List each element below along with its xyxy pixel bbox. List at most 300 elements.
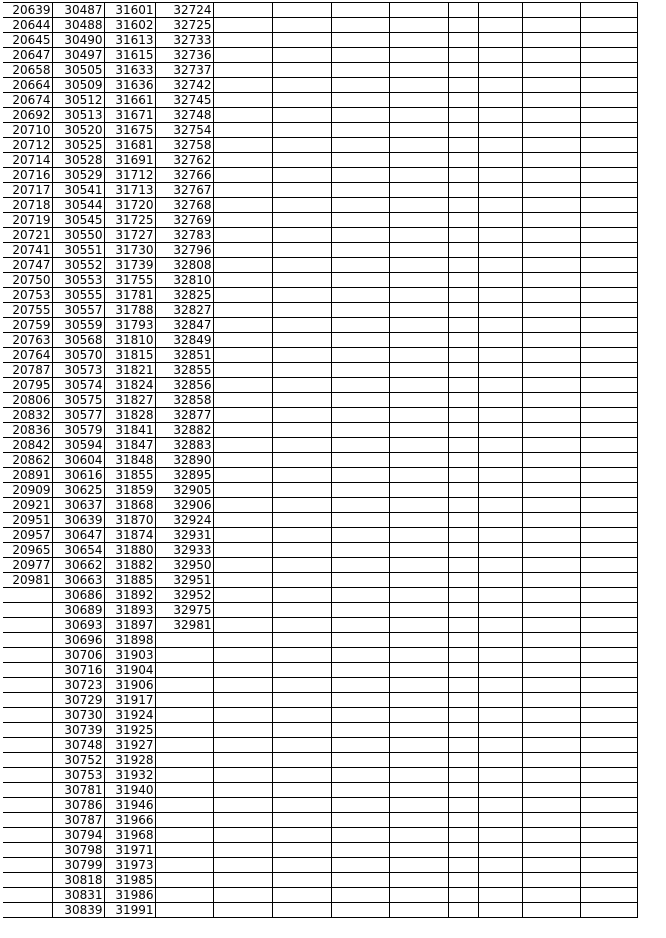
cell-col-a[interactable] [3,888,52,903]
empty-cell[interactable] [448,903,478,918]
empty-cell[interactable] [331,408,389,423]
empty-cell[interactable] [213,348,272,363]
cell-col-b[interactable]: 30505 [52,63,104,78]
cell-col-b[interactable]: 30639 [52,513,104,528]
empty-cell[interactable] [522,513,580,528]
empty-cell[interactable] [522,528,580,543]
empty-cell[interactable] [580,843,637,858]
empty-cell[interactable] [331,738,389,753]
empty-cell[interactable] [478,603,522,618]
cell-col-d[interactable]: 32931 [155,528,213,543]
empty-cell[interactable] [522,393,580,408]
empty-cell[interactable] [478,873,522,888]
empty-cell[interactable] [580,648,637,663]
empty-cell[interactable] [580,303,637,318]
cell-col-c[interactable]: 31874 [104,528,155,543]
cell-col-c[interactable]: 31815 [104,348,155,363]
cell-col-a[interactable]: 20755 [3,303,52,318]
empty-cell[interactable] [448,828,478,843]
empty-cell[interactable] [331,858,389,873]
empty-cell[interactable] [522,783,580,798]
empty-cell[interactable] [478,333,522,348]
empty-cell[interactable] [478,168,522,183]
empty-cell[interactable] [331,558,389,573]
empty-cell[interactable] [213,183,272,198]
empty-cell[interactable] [448,183,478,198]
empty-cell[interactable] [272,528,331,543]
empty-cell[interactable] [522,468,580,483]
empty-cell[interactable] [331,153,389,168]
empty-cell[interactable] [213,558,272,573]
empty-cell[interactable] [522,648,580,663]
empty-cell[interactable] [331,168,389,183]
empty-cell[interactable] [389,888,448,903]
empty-cell[interactable] [331,543,389,558]
cell-col-c[interactable]: 31788 [104,303,155,318]
cell-col-a[interactable]: 20718 [3,198,52,213]
cell-col-c[interactable]: 31991 [104,903,155,918]
cell-col-d[interactable]: 32769 [155,213,213,228]
empty-cell[interactable] [448,408,478,423]
empty-cell[interactable] [389,138,448,153]
cell-col-c[interactable]: 31810 [104,333,155,348]
empty-cell[interactable] [389,543,448,558]
empty-cell[interactable] [448,78,478,93]
empty-cell[interactable] [389,798,448,813]
empty-cell[interactable] [213,423,272,438]
cell-col-b[interactable]: 30512 [52,93,104,108]
cell-col-b[interactable]: 30544 [52,198,104,213]
cell-col-b[interactable]: 30625 [52,483,104,498]
empty-cell[interactable] [389,243,448,258]
cell-col-a[interactable]: 20717 [3,183,52,198]
empty-cell[interactable] [478,423,522,438]
cell-col-c[interactable]: 31897 [104,618,155,633]
empty-cell[interactable] [272,93,331,108]
cell-col-d[interactable]: 32906 [155,498,213,513]
empty-cell[interactable] [213,243,272,258]
cell-col-c[interactable]: 31986 [104,888,155,903]
empty-cell[interactable] [448,363,478,378]
empty-cell[interactable] [331,363,389,378]
cell-col-a[interactable]: 20891 [3,468,52,483]
empty-cell[interactable] [213,78,272,93]
empty-cell[interactable] [331,78,389,93]
empty-cell[interactable] [448,273,478,288]
empty-cell[interactable] [272,873,331,888]
cell-col-c[interactable]: 31727 [104,228,155,243]
empty-cell[interactable] [213,663,272,678]
empty-cell[interactable] [331,603,389,618]
empty-cell[interactable] [580,483,637,498]
empty-cell[interactable] [522,123,580,138]
empty-cell[interactable] [213,813,272,828]
empty-cell[interactable] [448,288,478,303]
cell-col-b[interactable]: 30541 [52,183,104,198]
empty-cell[interactable] [448,768,478,783]
cell-col-b[interactable]: 30520 [52,123,104,138]
empty-cell[interactable] [478,228,522,243]
empty-cell[interactable] [331,753,389,768]
empty-cell[interactable] [580,3,637,18]
cell-col-a[interactable]: 20759 [3,318,52,333]
empty-cell[interactable] [448,648,478,663]
empty-cell[interactable] [522,873,580,888]
empty-cell[interactable] [272,183,331,198]
empty-cell[interactable] [522,858,580,873]
empty-cell[interactable] [522,843,580,858]
empty-cell[interactable] [272,18,331,33]
empty-cell[interactable] [580,528,637,543]
empty-cell[interactable] [580,378,637,393]
empty-cell[interactable] [522,768,580,783]
empty-cell[interactable] [213,873,272,888]
cell-col-c[interactable]: 31973 [104,858,155,873]
empty-cell[interactable] [213,843,272,858]
empty-cell[interactable] [478,573,522,588]
cell-col-a[interactable] [3,828,52,843]
empty-cell[interactable] [331,828,389,843]
empty-cell[interactable] [389,843,448,858]
empty-cell[interactable] [272,303,331,318]
cell-col-b[interactable]: 30487 [52,3,104,18]
empty-cell[interactable] [213,93,272,108]
empty-cell[interactable] [522,18,580,33]
empty-cell[interactable] [331,468,389,483]
cell-col-b[interactable]: 30748 [52,738,104,753]
cell-col-a[interactable] [3,873,52,888]
empty-cell[interactable] [389,723,448,738]
empty-cell[interactable] [213,588,272,603]
empty-cell[interactable] [478,468,522,483]
cell-col-c[interactable]: 31966 [104,813,155,828]
cell-col-d[interactable] [155,678,213,693]
empty-cell[interactable] [522,678,580,693]
cell-col-c[interactable]: 31615 [104,48,155,63]
empty-cell[interactable] [272,588,331,603]
cell-col-b[interactable]: 30579 [52,423,104,438]
cell-col-c[interactable]: 31870 [104,513,155,528]
empty-cell[interactable] [522,798,580,813]
empty-cell[interactable] [522,693,580,708]
empty-cell[interactable] [448,753,478,768]
empty-cell[interactable] [389,903,448,918]
empty-cell[interactable] [448,513,478,528]
cell-col-d[interactable] [155,888,213,903]
empty-cell[interactable] [522,903,580,918]
cell-col-d[interactable]: 32796 [155,243,213,258]
empty-cell[interactable] [448,438,478,453]
empty-cell[interactable] [522,108,580,123]
empty-cell[interactable] [522,618,580,633]
empty-cell[interactable] [331,258,389,273]
cell-col-d[interactable] [155,648,213,663]
empty-cell[interactable] [331,453,389,468]
empty-cell[interactable] [478,438,522,453]
cell-col-a[interactable]: 20965 [3,543,52,558]
empty-cell[interactable] [522,213,580,228]
cell-col-c[interactable]: 31882 [104,558,155,573]
cell-col-d[interactable]: 32924 [155,513,213,528]
empty-cell[interactable] [272,678,331,693]
empty-cell[interactable] [522,453,580,468]
cell-col-c[interactable]: 31675 [104,123,155,138]
empty-cell[interactable] [389,783,448,798]
cell-col-c[interactable]: 31739 [104,258,155,273]
empty-cell[interactable] [448,558,478,573]
empty-cell[interactable] [478,768,522,783]
empty-cell[interactable] [522,333,580,348]
empty-cell[interactable] [580,78,637,93]
cell-col-d[interactable]: 32825 [155,288,213,303]
empty-cell[interactable] [213,888,272,903]
empty-cell[interactable] [580,468,637,483]
empty-cell[interactable] [448,468,478,483]
cell-col-c[interactable]: 31906 [104,678,155,693]
empty-cell[interactable] [580,828,637,843]
cell-col-d[interactable]: 32758 [155,138,213,153]
empty-cell[interactable] [580,663,637,678]
empty-cell[interactable] [331,198,389,213]
cell-col-a[interactable]: 20977 [3,558,52,573]
empty-cell[interactable] [389,573,448,588]
cell-col-a[interactable]: 20644 [3,18,52,33]
empty-cell[interactable] [331,768,389,783]
cell-col-d[interactable] [155,768,213,783]
empty-cell[interactable] [580,723,637,738]
cell-col-a[interactable]: 20658 [3,63,52,78]
empty-cell[interactable] [272,273,331,288]
empty-cell[interactable] [331,723,389,738]
cell-col-b[interactable]: 30574 [52,378,104,393]
empty-cell[interactable] [580,18,637,33]
empty-cell[interactable] [448,588,478,603]
empty-cell[interactable] [448,93,478,108]
cell-col-d[interactable] [155,843,213,858]
empty-cell[interactable] [213,483,272,498]
cell-col-c[interactable]: 31781 [104,288,155,303]
cell-col-c[interactable]: 31892 [104,588,155,603]
cell-col-b[interactable]: 30552 [52,258,104,273]
cell-col-c[interactable]: 31917 [104,693,155,708]
empty-cell[interactable] [478,78,522,93]
empty-cell[interactable] [389,648,448,663]
cell-col-c[interactable]: 31712 [104,168,155,183]
empty-cell[interactable] [522,813,580,828]
empty-cell[interactable] [389,633,448,648]
cell-col-b[interactable]: 30490 [52,33,104,48]
empty-cell[interactable] [272,768,331,783]
cell-col-d[interactable]: 32742 [155,78,213,93]
empty-cell[interactable] [389,468,448,483]
cell-col-d[interactable]: 32849 [155,333,213,348]
empty-cell[interactable] [272,618,331,633]
empty-cell[interactable] [272,858,331,873]
cell-col-c[interactable]: 31904 [104,663,155,678]
empty-cell[interactable] [580,93,637,108]
empty-cell[interactable] [448,213,478,228]
cell-col-a[interactable]: 20951 [3,513,52,528]
empty-cell[interactable] [331,873,389,888]
cell-col-b[interactable]: 30787 [52,813,104,828]
cell-col-d[interactable]: 32847 [155,318,213,333]
empty-cell[interactable] [448,63,478,78]
empty-cell[interactable] [272,633,331,648]
empty-cell[interactable] [331,3,389,18]
empty-cell[interactable] [522,558,580,573]
empty-cell[interactable] [580,453,637,468]
cell-col-b[interactable]: 30799 [52,858,104,873]
empty-cell[interactable] [389,588,448,603]
cell-col-a[interactable] [3,633,52,648]
cell-col-a[interactable]: 20712 [3,138,52,153]
empty-cell[interactable] [331,228,389,243]
empty-cell[interactable] [213,858,272,873]
cell-col-c[interactable]: 31925 [104,723,155,738]
empty-cell[interactable] [272,693,331,708]
cell-col-a[interactable] [3,693,52,708]
empty-cell[interactable] [331,633,389,648]
empty-cell[interactable] [389,693,448,708]
empty-cell[interactable] [389,378,448,393]
empty-cell[interactable] [580,333,637,348]
empty-cell[interactable] [580,48,637,63]
empty-cell[interactable] [213,228,272,243]
empty-cell[interactable] [272,438,331,453]
cell-col-b[interactable]: 30577 [52,408,104,423]
empty-cell[interactable] [478,618,522,633]
cell-col-d[interactable]: 32851 [155,348,213,363]
cell-col-a[interactable]: 20836 [3,423,52,438]
empty-cell[interactable] [478,183,522,198]
cell-col-a[interactable]: 20719 [3,213,52,228]
empty-cell[interactable] [331,333,389,348]
empty-cell[interactable] [389,3,448,18]
cell-col-b[interactable]: 30654 [52,543,104,558]
cell-col-b[interactable]: 30497 [52,48,104,63]
empty-cell[interactable] [522,258,580,273]
empty-cell[interactable] [580,573,637,588]
empty-cell[interactable] [580,813,637,828]
cell-col-c[interactable]: 31968 [104,828,155,843]
cell-col-a[interactable]: 20750 [3,273,52,288]
empty-cell[interactable] [389,603,448,618]
empty-cell[interactable] [448,168,478,183]
empty-cell[interactable] [272,213,331,228]
cell-col-a[interactable]: 20764 [3,348,52,363]
empty-cell[interactable] [213,288,272,303]
empty-cell[interactable] [213,153,272,168]
empty-cell[interactable] [580,363,637,378]
empty-cell[interactable] [272,393,331,408]
cell-col-b[interactable]: 30647 [52,528,104,543]
cell-col-d[interactable]: 32768 [155,198,213,213]
empty-cell[interactable] [272,423,331,438]
empty-cell[interactable] [389,813,448,828]
empty-cell[interactable] [522,378,580,393]
empty-cell[interactable] [448,18,478,33]
empty-cell[interactable] [522,408,580,423]
empty-cell[interactable] [522,153,580,168]
empty-cell[interactable] [522,663,580,678]
empty-cell[interactable] [213,573,272,588]
empty-cell[interactable] [580,408,637,423]
empty-cell[interactable] [272,558,331,573]
empty-cell[interactable] [478,453,522,468]
empty-cell[interactable] [213,168,272,183]
cell-col-d[interactable]: 32733 [155,33,213,48]
empty-cell[interactable] [522,483,580,498]
cell-col-a[interactable] [3,768,52,783]
cell-col-c[interactable]: 31855 [104,468,155,483]
empty-cell[interactable] [580,513,637,528]
empty-cell[interactable] [522,633,580,648]
cell-col-b[interactable]: 30559 [52,318,104,333]
empty-cell[interactable] [272,408,331,423]
cell-col-a[interactable] [3,738,52,753]
empty-cell[interactable] [331,783,389,798]
empty-cell[interactable] [389,858,448,873]
empty-cell[interactable] [478,528,522,543]
cell-col-c[interactable]: 31859 [104,483,155,498]
cell-col-b[interactable]: 30662 [52,558,104,573]
cell-col-d[interactable] [155,663,213,678]
cell-col-d[interactable]: 32882 [155,423,213,438]
cell-col-b[interactable]: 30545 [52,213,104,228]
empty-cell[interactable] [580,33,637,48]
cell-col-b[interactable]: 30616 [52,468,104,483]
empty-cell[interactable] [389,228,448,243]
cell-col-d[interactable]: 32877 [155,408,213,423]
empty-cell[interactable] [213,303,272,318]
empty-cell[interactable] [272,378,331,393]
empty-cell[interactable] [522,78,580,93]
empty-cell[interactable] [448,798,478,813]
empty-cell[interactable] [478,258,522,273]
empty-cell[interactable] [213,708,272,723]
empty-cell[interactable] [580,348,637,363]
empty-cell[interactable] [272,813,331,828]
empty-cell[interactable] [522,348,580,363]
cell-col-a[interactable]: 20692 [3,108,52,123]
empty-cell[interactable] [389,123,448,138]
empty-cell[interactable] [389,318,448,333]
empty-cell[interactable] [522,543,580,558]
empty-cell[interactable] [522,198,580,213]
empty-cell[interactable] [389,423,448,438]
empty-cell[interactable] [522,888,580,903]
empty-cell[interactable] [478,33,522,48]
cell-col-a[interactable] [3,783,52,798]
empty-cell[interactable] [213,753,272,768]
empty-cell[interactable] [272,288,331,303]
empty-cell[interactable] [331,693,389,708]
cell-col-d[interactable] [155,873,213,888]
empty-cell[interactable] [389,678,448,693]
empty-cell[interactable] [580,198,637,213]
empty-cell[interactable] [478,378,522,393]
cell-col-c[interactable]: 31671 [104,108,155,123]
cell-col-a[interactable] [3,708,52,723]
cell-col-b[interactable]: 30637 [52,498,104,513]
empty-cell[interactable] [331,123,389,138]
cell-col-a[interactable]: 20806 [3,393,52,408]
empty-cell[interactable] [580,498,637,513]
empty-cell[interactable] [272,138,331,153]
empty-cell[interactable] [580,108,637,123]
empty-cell[interactable] [478,48,522,63]
cell-col-a[interactable]: 20741 [3,243,52,258]
